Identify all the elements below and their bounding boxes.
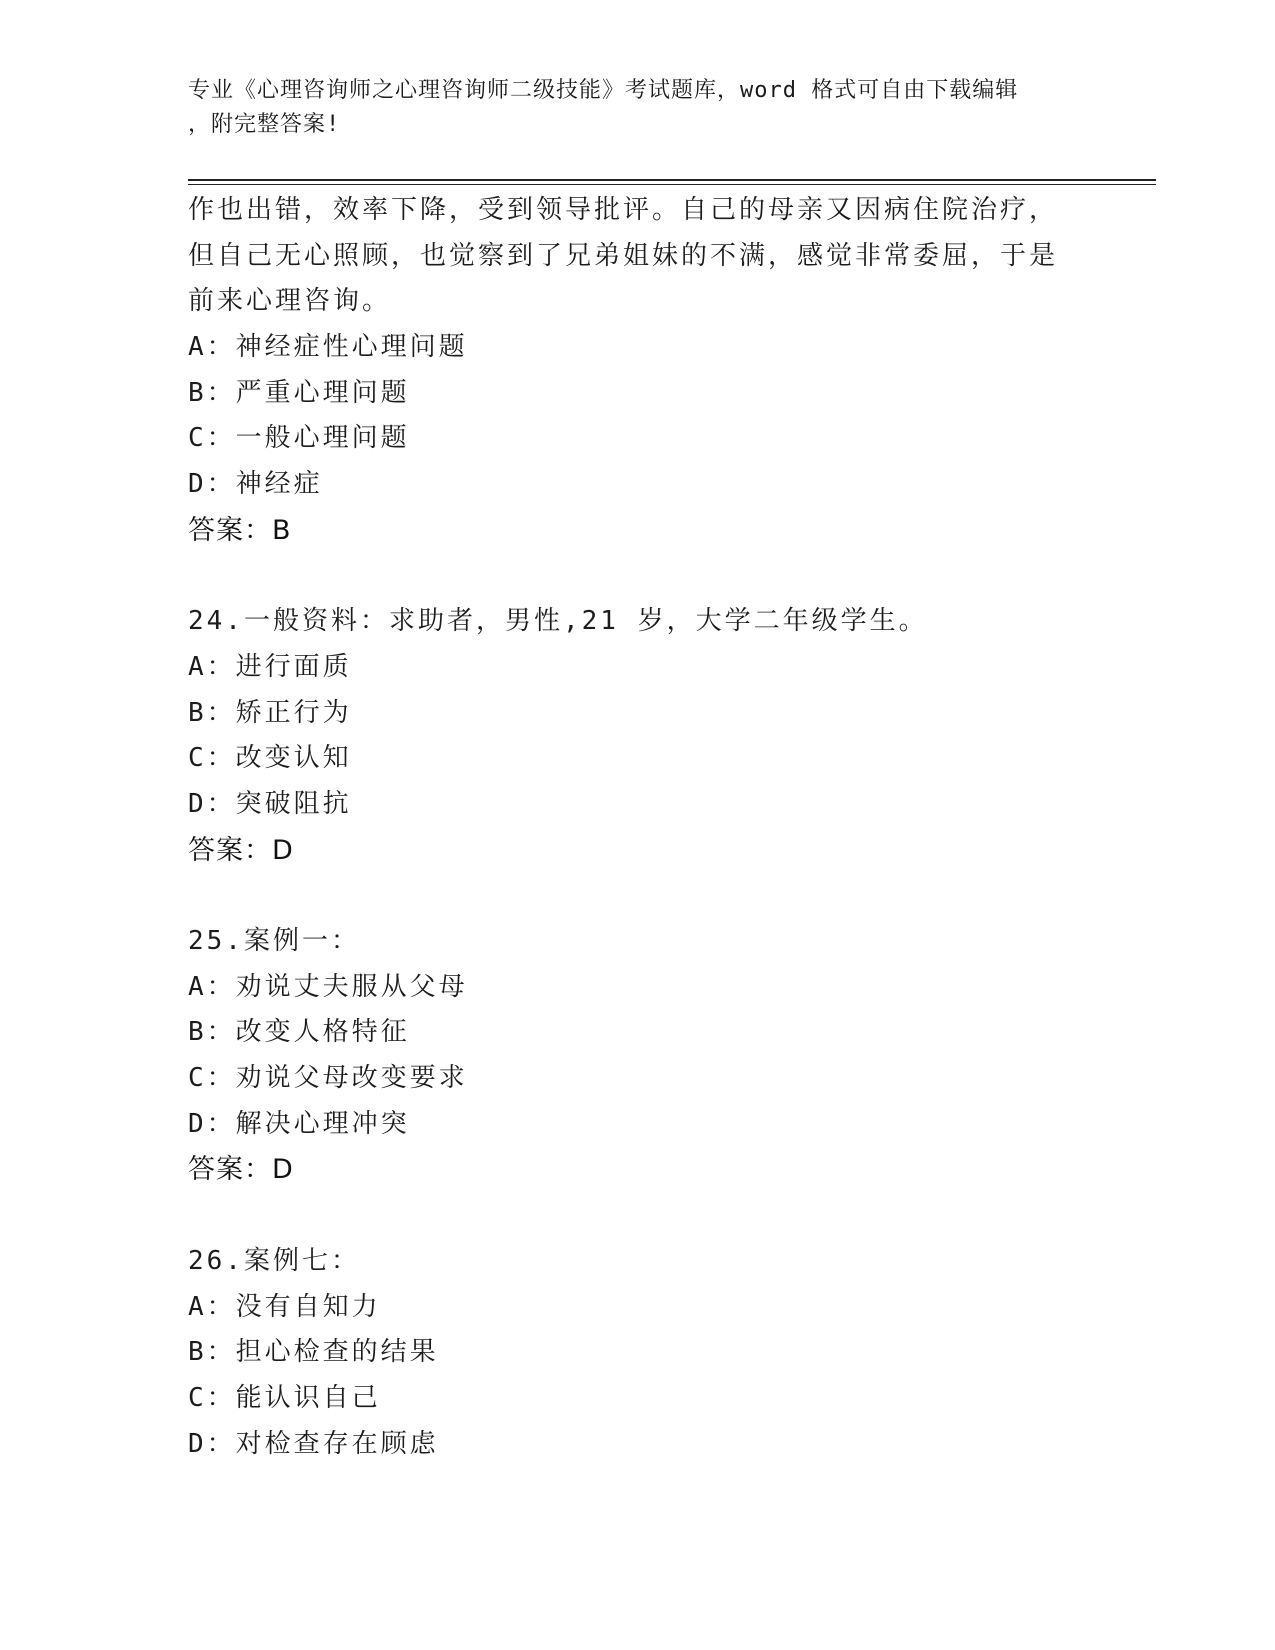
stem-line: 但自己无心照顾，也觉察到了兄弟姐妹的不满，感觉非常委屈，于是 bbox=[188, 240, 1059, 271]
option-c: C：劝说父母改变要求 bbox=[188, 1063, 468, 1094]
option-a: A：神经症性心理问题 bbox=[188, 332, 468, 363]
option-b: B：担心检查的结果 bbox=[188, 1337, 439, 1368]
page-header bbox=[188, 74, 1088, 142]
answer-line: 答案：B bbox=[188, 514, 292, 546]
spacer bbox=[188, 873, 1088, 919]
spacer bbox=[188, 554, 1088, 600]
stem-line: 作也出错，效率下降，受到领导批评。自己的母亲又因病住院治疗， bbox=[188, 195, 1059, 225]
option-b: B：矫正行为 bbox=[188, 697, 352, 728]
header-rule-thin bbox=[188, 184, 1156, 185]
question-24 bbox=[188, 599, 1088, 873]
option-a: A：劝说丈夫服从父母 bbox=[188, 971, 468, 1002]
header-line-2: ，附完整答案! bbox=[188, 112, 341, 137]
option-d: D：解决心理冲突 bbox=[188, 1108, 410, 1139]
option-a: A：没有自知力 bbox=[188, 1291, 381, 1322]
option-d: D：突破阻抗 bbox=[188, 788, 352, 819]
option-a: A：进行面质 bbox=[188, 651, 352, 682]
option-d: D：神经症 bbox=[188, 469, 323, 500]
header-line-1: 专业《心理咨询师之心理咨询师二级技能》考试题库，word 格式可自由下载编辑 bbox=[188, 78, 1019, 103]
stem-line: 前来心理咨询。 bbox=[188, 286, 392, 317]
option-d: D：对检查存在顾虑 bbox=[188, 1428, 439, 1459]
question-stem: 26.案例七： bbox=[188, 1245, 360, 1276]
option-c: C：改变认知 bbox=[188, 743, 352, 774]
question-26 bbox=[188, 1239, 1088, 1467]
question-23-continuation bbox=[188, 188, 1088, 554]
option-b: B：改变人格特征 bbox=[188, 1017, 410, 1048]
question-stem: 25.案例一： bbox=[188, 926, 360, 956]
header-rule-thick bbox=[188, 179, 1156, 181]
question-stem: 24.一般资料：求助者，男性,21 岁，大学二年级学生。 bbox=[188, 606, 928, 637]
option-c: C：能认识自己 bbox=[188, 1382, 381, 1413]
spacer bbox=[188, 1193, 1088, 1239]
option-c: C：一般心理问题 bbox=[188, 423, 410, 454]
question-content bbox=[188, 188, 1088, 1467]
answer-line: 答案：D bbox=[188, 834, 294, 866]
answer-line: 答案：D bbox=[188, 1154, 294, 1186]
option-b: B：严重心理问题 bbox=[188, 377, 410, 408]
question-25 bbox=[188, 919, 1088, 1193]
